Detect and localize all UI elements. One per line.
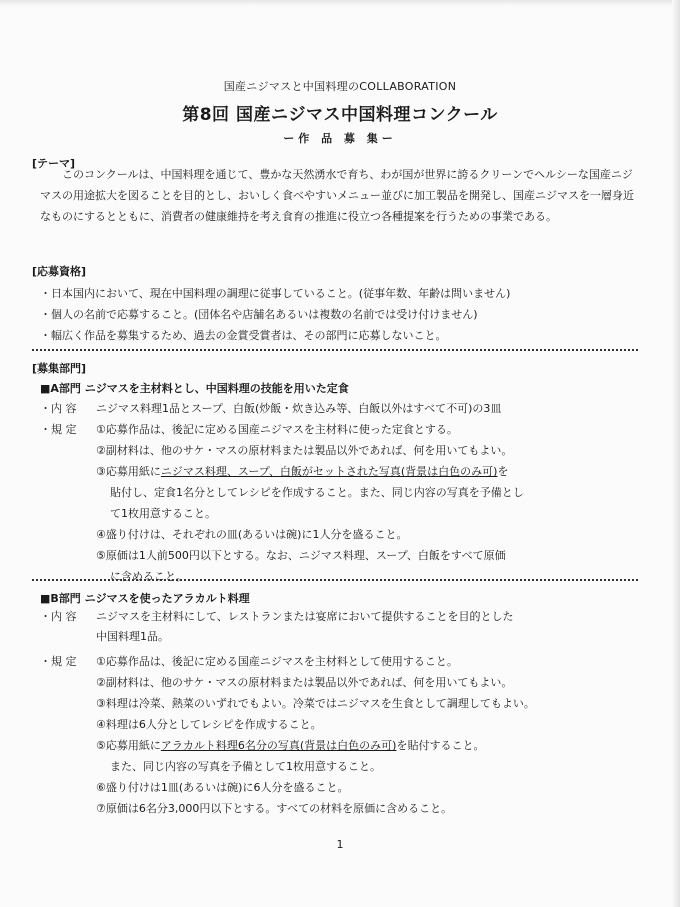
rule-text: ③応募用紙に <box>96 465 161 478</box>
content-text: ニジマスを主材料にして、レストランまたは宴席において提供することを目的とした <box>96 610 514 623</box>
category-a-rules-label: ・規 定 <box>40 423 77 436</box>
scan-edge-top <box>0 0 680 6</box>
event-title: 第8回 国産ニジマス中国料理コンクール <box>182 105 498 125</box>
content-label: ・内 容 <box>40 610 77 623</box>
theme-label: [テーマ] <box>32 157 76 170</box>
rule-item-continued: また、同じ内容の写真を予備として1枚用意すること。 <box>110 760 381 773</box>
dotted-divider <box>32 349 638 351</box>
eligibility-list <box>40 283 650 346</box>
category-b-content <box>40 606 650 627</box>
category-b-heading: ■B部門 ニジマスを使ったアラカルト料理 <box>40 592 250 605</box>
rule-item <box>96 735 646 756</box>
dotted-divider <box>32 579 638 581</box>
content-text: ニジマス料理1品とスープ、白飯(炒飯・炊き込み等、白飯以外はすべて不可)の3皿 <box>96 402 502 415</box>
rule-item: ①応募作品は、後記に定める国産ニジマスを主材料に使った定食とする。 <box>96 423 458 436</box>
category-b-rules-label: ・規 定 <box>40 655 77 668</box>
event-subtitle: 国産ニジマスと中国料理のCOLLABORATION <box>223 80 457 93</box>
rule-item <box>96 461 646 482</box>
category-a-content <box>40 398 650 419</box>
rule-item: ⑤原価は1人前500円以下とする。なお、ニジマス料理、スープ、白飯をすべて原価 <box>96 549 506 562</box>
eligibility-item: ・幅広く作品を募集するため、過去の金賞受賞者は、その部門に応募しないこと。 <box>40 329 447 342</box>
rule-item: ④料理は6人分としてレシピを作成すること。 <box>96 718 322 731</box>
eligibility-item: ・個人の名前で応募すること。(団体名や店舗名あるいは複数の名前では受け付けません) <box>40 308 478 321</box>
category-a-heading: ■A部門 ニジマスを主材料とし、中国料理の技能を用いた定食 <box>40 382 349 395</box>
rule-underlined-text: アラカルト料理6名分の写真(背景は白色のみ可) <box>160 739 397 752</box>
rule-item: ⑥盛り付けは1皿(あるいは碗)に6人分を盛ること。 <box>96 781 349 794</box>
rule-item: ①応募作品は、後記に定める国産ニジマスを主材料として使用すること。 <box>96 655 458 668</box>
content-label: ・内 容 <box>40 402 77 415</box>
category-b-rules <box>96 651 646 819</box>
rule-text-tail: を <box>497 465 509 478</box>
eligibility-label: [応募資格] <box>32 265 87 278</box>
rule-item: ⑦原価は6名分3,000円以下とする。すべての材料を原価に含めること。 <box>96 802 453 815</box>
call-for-entries: ー作 品 募 集ー <box>283 132 397 145</box>
eligibility-item: ・日本国内において、現在中国料理の調理に従事していること。(従事年数、年齢は問いません) <box>40 287 511 300</box>
category-b-content-cont: 中国料理1品。 <box>96 630 169 643</box>
rule-text-tail: を貼付すること。 <box>396 739 485 752</box>
theme-body: このコンクールは、中国料理を通じて、豊かな天然湧水で育ち、わが国が世界に誇るクリーンでヘルシーな国産ニジマスの用途拡大を図ることを目的とし、おいしく食べやすいメニュー並びに加工製品を開発し、国産ニジマスを一層身近なものにするとともに、消費者の健康維持を考え食育の推進に役立つ各種提案を行うための事業である。 <box>40 168 634 223</box>
rule-underlined-text: ニジマス料理、スープ、白飯がセットされた写真(背景は白色のみ可) <box>160 465 498 478</box>
rule-item: ②副材料は、他のサケ・マスの原材料または製品以外であれば、何を用いてもよい。 <box>96 676 513 689</box>
rule-item: ④盛り付けは、それぞれの皿(あるいは碗)に1人分を盛ること。 <box>96 528 408 541</box>
rule-text: ⑤応募用紙に <box>96 739 161 752</box>
category-a-rules <box>96 419 646 587</box>
rule-item-continued: に含めること。 <box>110 570 187 583</box>
rule-item-continued: 貼付し、定食1名分としてレシピを作成すること。また、同じ内容の写真を予備とし <box>110 486 524 499</box>
page-number: 1 <box>336 838 344 851</box>
rule-item-continued: て1枚用意すること。 <box>110 507 216 520</box>
rule-item: ②副材料は、他のサケ・マスの原材料または製品以外であれば、何を用いてもよい。 <box>96 444 513 457</box>
rule-item: ③料理は冷菜、熱菜のいずれでもよい。冷菜ではニジマスを生食として調理してもよい。 <box>96 697 535 710</box>
categories-label: [募集部門] <box>32 362 87 375</box>
